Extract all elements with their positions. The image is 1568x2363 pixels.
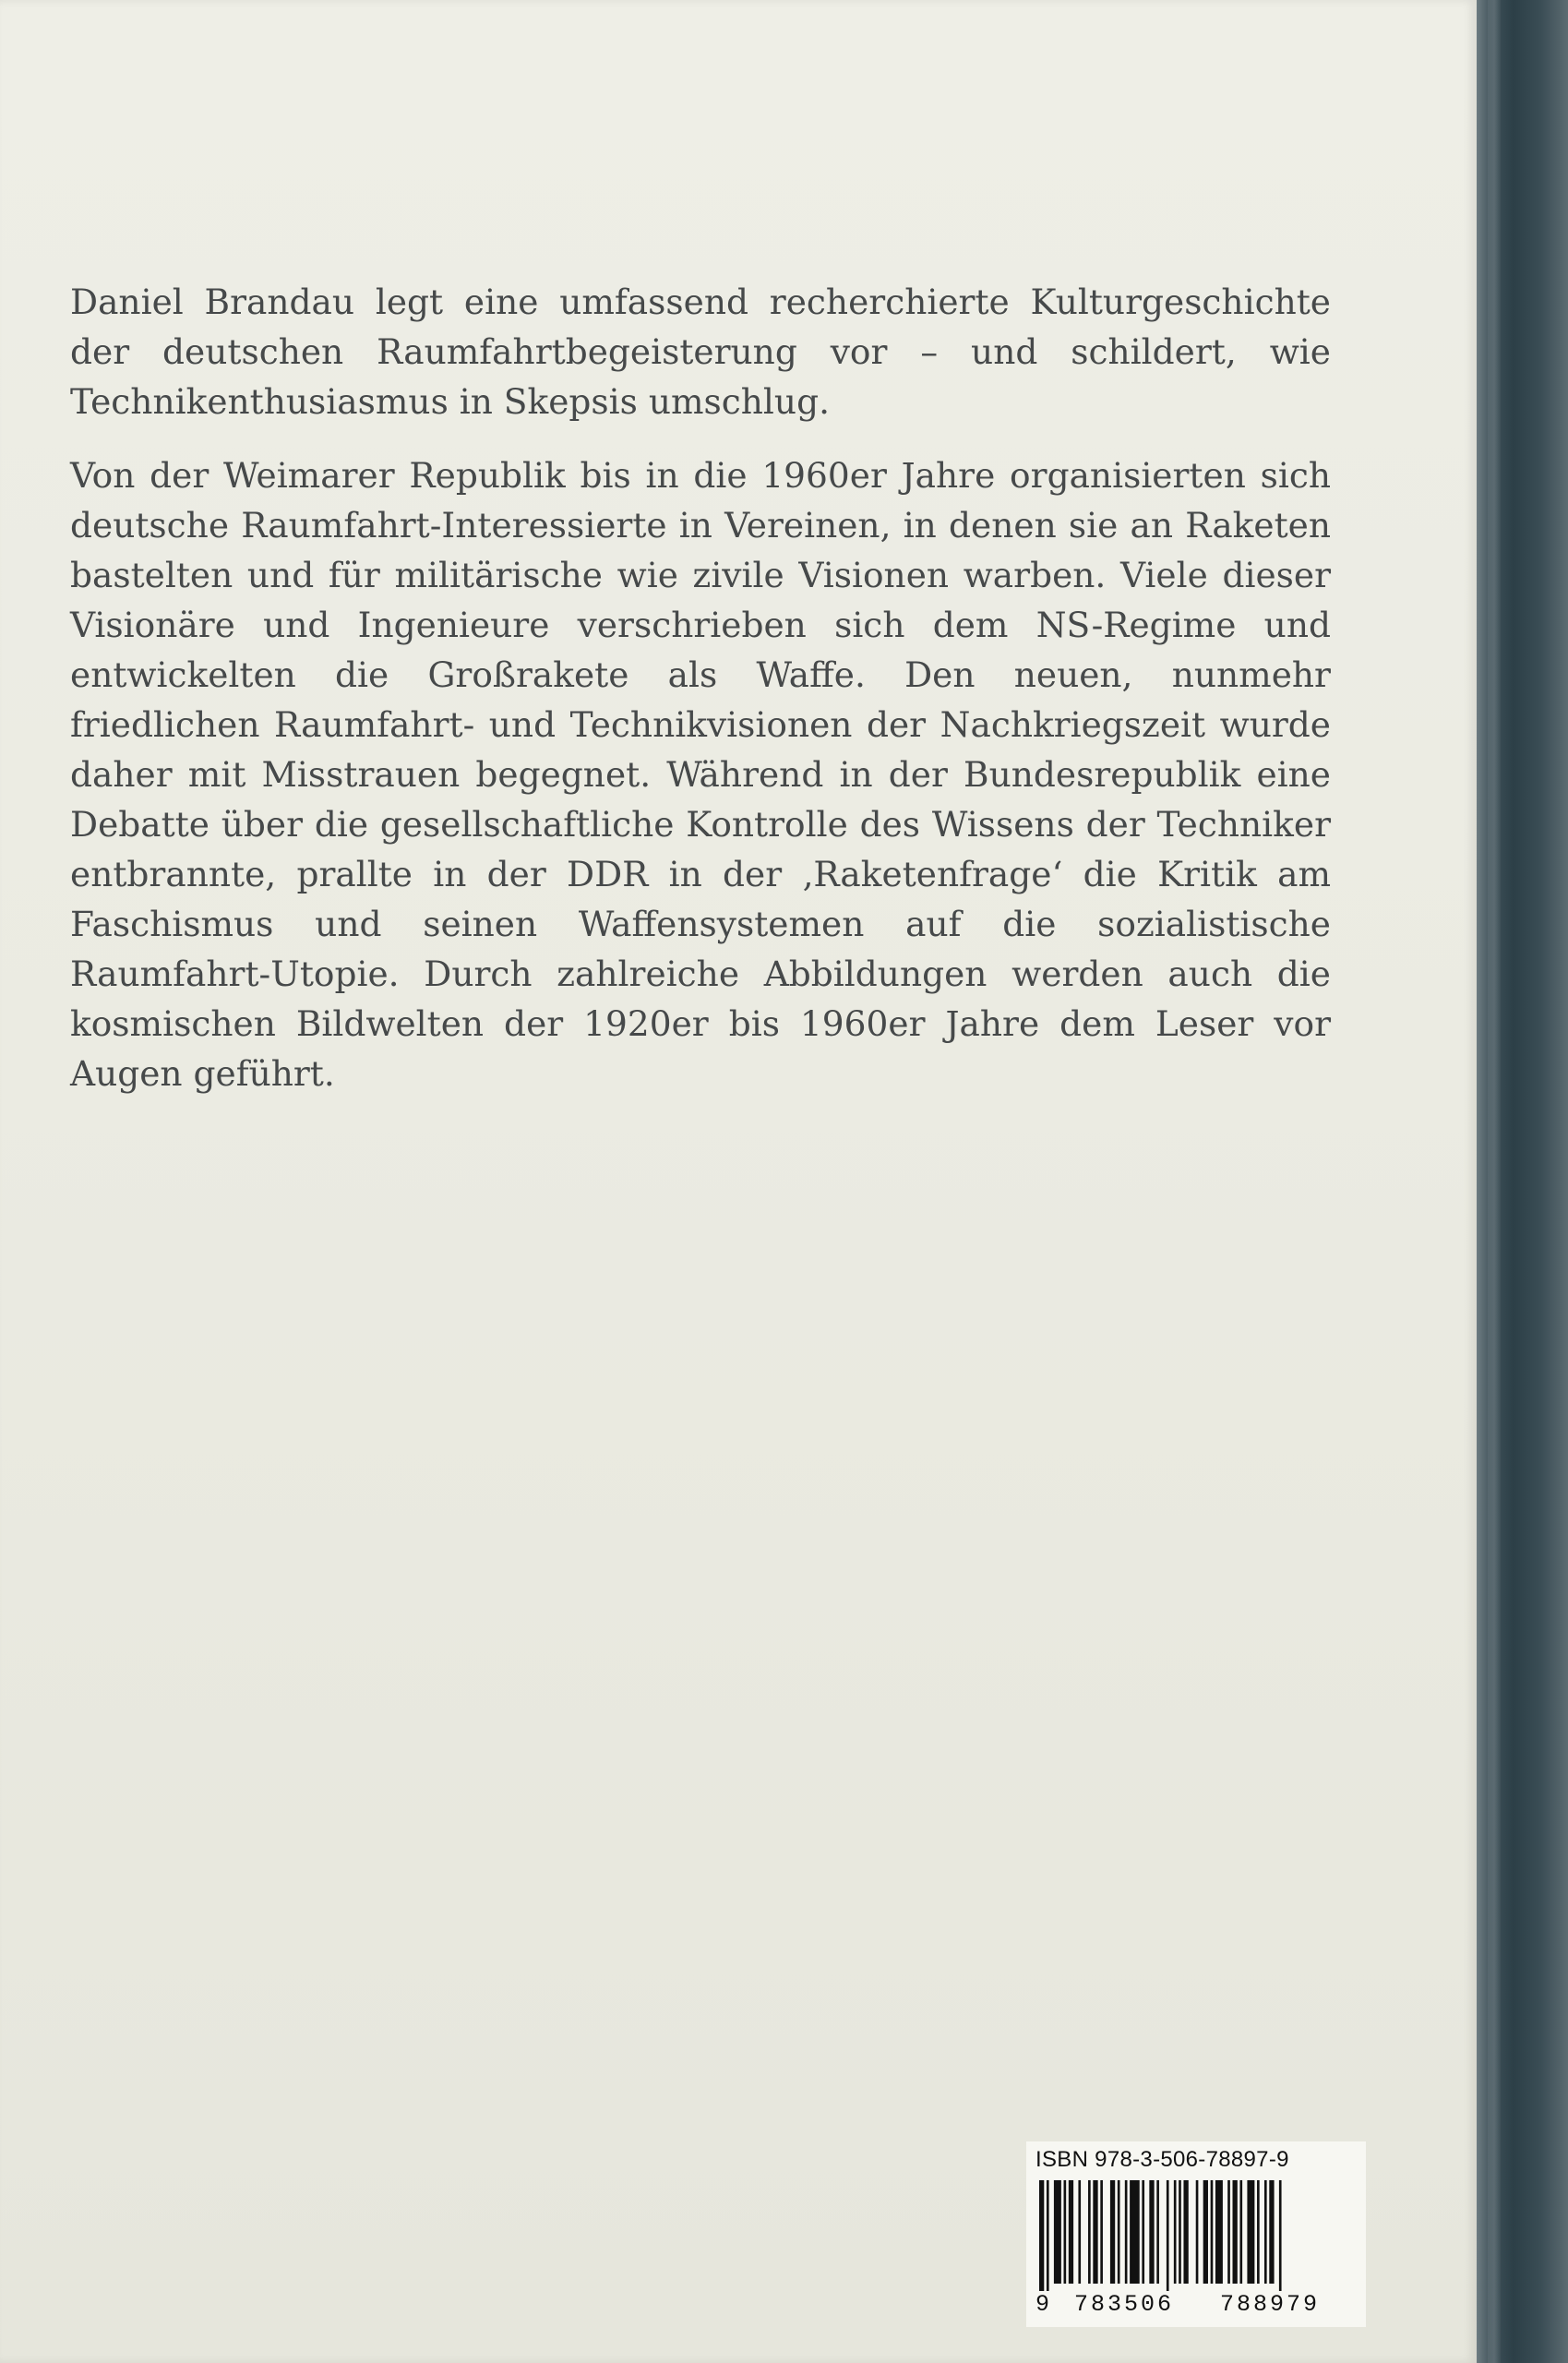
barcode-bar bbox=[1047, 2180, 1049, 2291]
barcode-bar bbox=[1179, 2180, 1181, 2284]
barcode-digits-left: 783506 bbox=[1074, 2291, 1175, 2318]
barcode-bar bbox=[1142, 2180, 1144, 2284]
barcode-bar bbox=[1174, 2180, 1177, 2284]
blurb-text bbox=[70, 277, 1331, 1122]
barcode-bar bbox=[1183, 2180, 1188, 2284]
barcode-bar bbox=[1211, 2180, 1214, 2284]
barcode-bar bbox=[1054, 2180, 1061, 2284]
barcode-bar bbox=[1130, 2180, 1140, 2284]
barcode-bar bbox=[1125, 2180, 1128, 2284]
barcode-digits-right: 788979 bbox=[1220, 2291, 1321, 2318]
barcode-bar bbox=[1279, 2180, 1282, 2291]
barcode-bar bbox=[1110, 2180, 1115, 2284]
blurb-paragraph-2: Von der Weimarer Republik bis in die 1960er Jahre organisierten sich deutsche Raumfahrt-Interessierte in Vereinen, in denen sie an Raketen bastelten und für militärische wie zivile Visionen warben. Viele dieser Visionäre und Ingenieure verschrieben sich dem NS-Regime und entwickelten die Großrakete als Waffe. Den neuen, nunmehr friedlichen Raumfahrt- und Technikvisionen der Nachkriegszeit wurde daher mit Misstrauen begegnet. Während in der Bundesrepublik eine Debatte über die gesellschaftliche Kontrolle des Wissens der Techniker entbrannte, prallte in der DDR in der ‚Raketenfrage‘ die Kritik am Faschismus und seinen Waffensystemen auf die sozialistische Raumfahrt-Utopie. Durch zahlreiche Abbildungen werden auch die kosmischen Bildwelten der 1920er bis 1960er Jahre dem Leser vor Augen geführt. bbox=[70, 455, 1331, 1094]
barcode-bar bbox=[1149, 2180, 1154, 2284]
barcode-bar bbox=[1156, 2180, 1159, 2284]
barcode-bar bbox=[1227, 2180, 1230, 2284]
barcode-bar bbox=[1100, 2180, 1103, 2284]
barcode-bar bbox=[1088, 2180, 1091, 2284]
barcode-bar bbox=[1257, 2180, 1260, 2284]
book-spine-highlight bbox=[1488, 0, 1501, 2363]
barcode-bar bbox=[1196, 2180, 1199, 2284]
barcode-bar bbox=[1233, 2180, 1238, 2284]
barcode-bar bbox=[1069, 2180, 1073, 2284]
barcode-digits bbox=[1035, 2291, 1359, 2321]
barcode-label bbox=[1026, 2141, 1366, 2327]
barcode-bar bbox=[1093, 2180, 1097, 2284]
barcode-bar bbox=[1215, 2180, 1223, 2284]
blurb-paragraph-1: Daniel Brandau legt eine umfassend recherchierte Kulturgeschichte der deutschen Raumfahrtbegeisterung vor – und schildert, wie Technikenthusiasmus in Skepsis umschlug. bbox=[70, 282, 1331, 422]
barcode-bar bbox=[1264, 2180, 1267, 2284]
barcode-bar bbox=[1239, 2180, 1242, 2284]
isbn-number: ISBN 978-3-506-78897-9 bbox=[1035, 2147, 1289, 2172]
barcode-bar bbox=[1203, 2180, 1208, 2284]
barcode-bar bbox=[1039, 2180, 1044, 2291]
barcode-bars bbox=[1039, 2180, 1353, 2291]
barcode-bar bbox=[1064, 2180, 1067, 2284]
barcode-bar bbox=[1269, 2180, 1274, 2284]
barcode-bar bbox=[1078, 2180, 1081, 2284]
barcode-bar bbox=[1247, 2180, 1254, 2284]
barcode-digit-lead: 9 bbox=[1035, 2291, 1050, 2318]
barcode-bar bbox=[1167, 2180, 1169, 2291]
barcode-bar bbox=[1118, 2180, 1120, 2284]
